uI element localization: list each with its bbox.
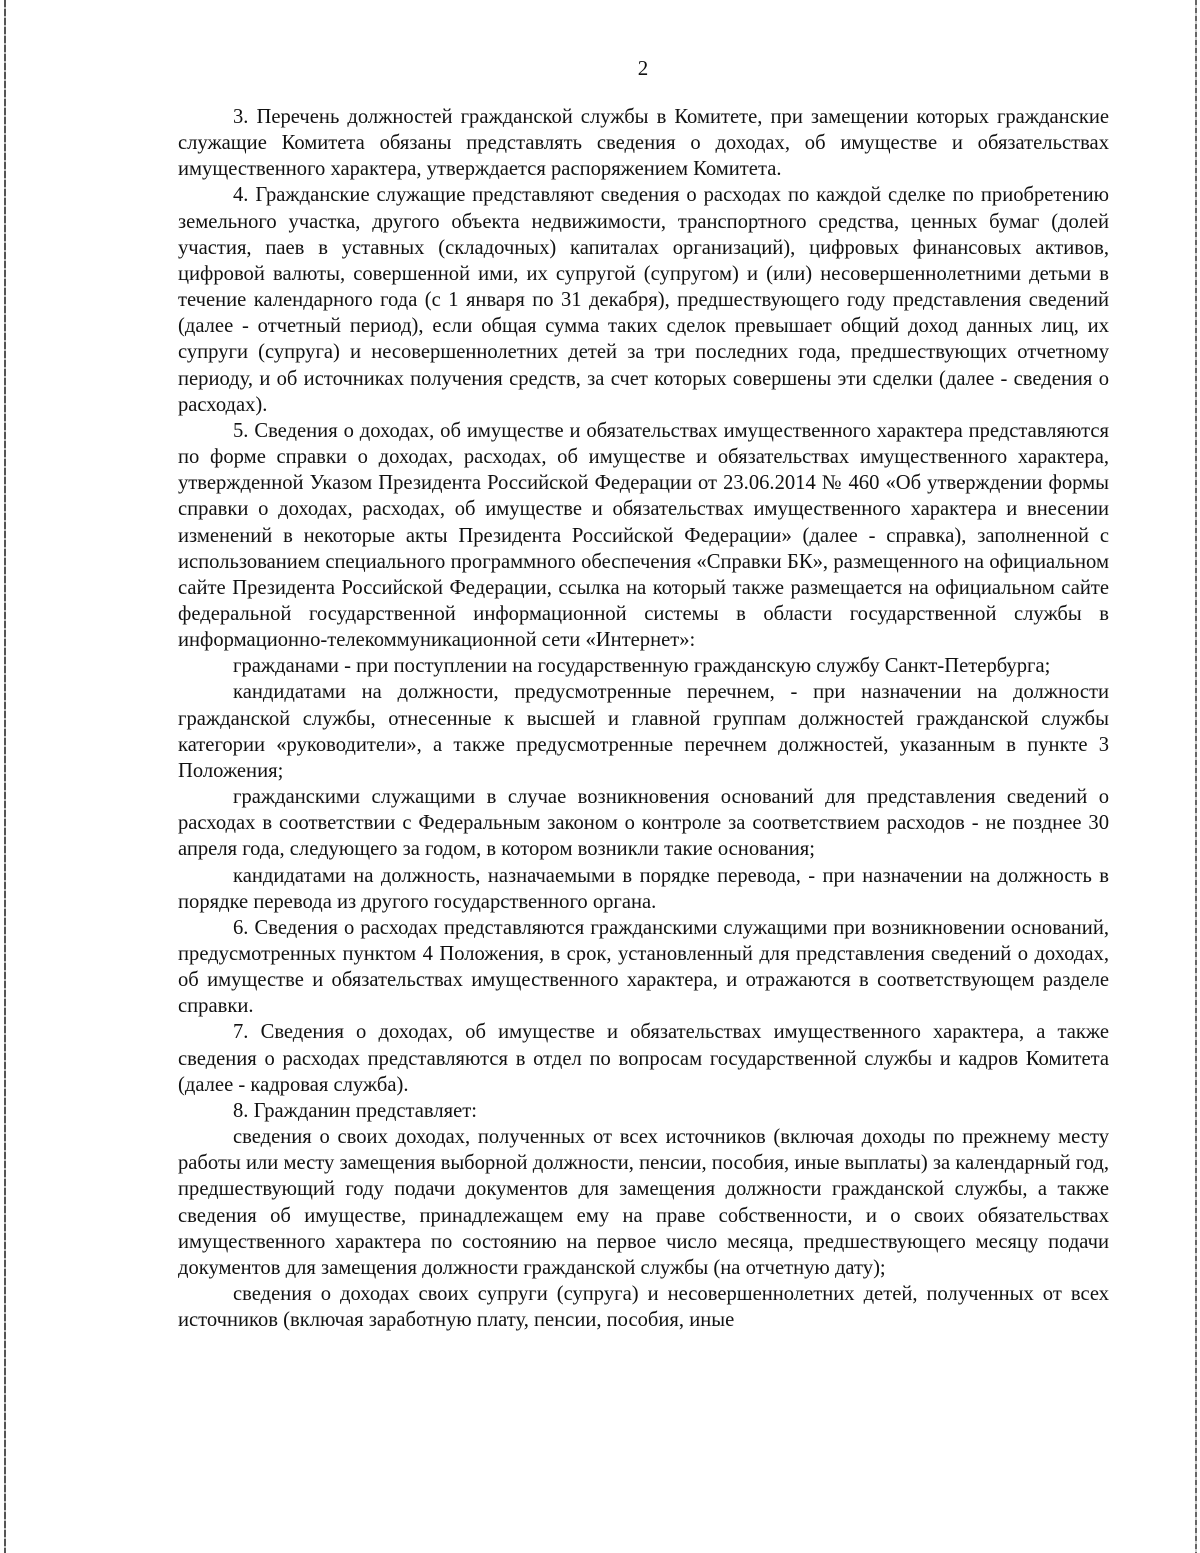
paragraph-transfer-candidates: кандидатами на должность, назначаемыми в порядке перевода, - при назначении на должность в порядке перевода из другого государственного органа. (178, 864, 1109, 913)
paragraph-item-6: 6. Сведения о расходах представляются гражданскими служащими при возникновении оснований, предусмотренных пунктом 4 Положения, в срок, установленный для представления сведений о доходах, об имуществе и обязательствах имущественного характера, и отражаются в соответствующем разделе справки. (178, 916, 1109, 1018)
paragraph-item-5: 5. Сведения о доходах, об имуществе и обязательствах имущественного характера представляются по форме справки о доходах, расходах, об имуществе и обязательствах имущественного характера, утвержденной Указом Президента Российской Федерации от 23.06.2014 № 460 «Об утверждении формы справки о доходах, расходах, об имуществе и обязательствах имущественного характера и внесении изменений в некоторые акты Президента Российской Федерации» (далее - справка), заполненной с использованием специального программного обеспечения «Справки БК», размещенного на официальном сайте Президента Российской Федерации, ссылка на который также размещается на официальном сайте федеральной государственной информационной системы в области государственной службы в информационно-телекоммуникационной сети «Интернет»: (178, 419, 1109, 652)
paragraph-item-8: 8. Гражданин представляет: (233, 1099, 477, 1122)
paragraph-item-3: 3. Перечень должностей гражданской службы в Комитете, при замещении которых гражданские служащие Комитета обязаны представлять сведения о доходах, об имуществе и обязательствах имущественного характера, утверждается распоряжением Комитета. (178, 106, 1109, 181)
paragraph-item-4: 4. Гражданские служащие представляют сведения о расходах по каждой сделке по приобретению земельного участка, другого объекта недвижимости, транспортного средства, ценных бумаг (долей участия, паев в уставных (складочных) капиталах организаций), цифровых финансовых активов, цифровой валюты, совершенной ими, их супругой (супругом) и (или) несовершеннолетними детьми в течение календарного года (с 1 января по 31 декабря), предшествующего году представления сведений (далее - отчетный период), если общая сумма таких сделок превышает общий доход данных лиц, их супруги (супруга) и несовершеннолетних детей за три последних года, предшествующих отчетному периоду, и об источниках получения средств, за счет которых совершены эти сделки (далее - сведения о расходах). (178, 184, 1109, 416)
paragraph-candidates: кандидатами на должности, предусмотренные перечнем, - при назначении на должности гражданской службы, отнесенные к высшей и главной группам должностей гражданской службы категории «руководители», а также предусмотренные перечнем должностей, указанным в пункте 3 Положения; (178, 681, 1109, 782)
paragraph-civil-servants: гражданскими служащими в случае возникновения оснований для представления сведений о расходах в соответствии с Федеральным законом о контроле за соответствием расходов - не позднее 30 апреля года, следующего за годом, в котором возникли такие основания; (178, 786, 1109, 861)
paragraph-citizens: гражданами - при поступлении на государственную гражданскую службу Санкт-Петербурга; (233, 655, 1051, 678)
scan-right-edge (1195, 0, 1197, 1553)
paragraph-item-7: 7. Сведения о доходах, об имуществе и обязательствах имущественного характера, а также сведения о расходах представляются в отдел по вопросам государственной службы и кадров Комитета (далее - кадровая служба). (178, 1021, 1109, 1096)
document-body (178, 104, 1109, 1333)
paragraph-family-income: сведения о доходах своих супруги (супруга) и несовершеннолетних детей, полученных от всех источников (включая заработную плату, пенсии, пособия, иные (178, 1283, 1109, 1332)
paragraph-own-income: сведения о своих доходах, полученных от всех источников (включая доходы по прежнему месту работы или месту замещения выборной должности, пенсии, пособия, иные выплаты) за календарный год, предшествующий году подачи документов для замещения должности гражданской службы, а также сведения об имуществе, принадлежащем ему на праве собственности, и о своих обязательствах имущественного характера по состоянию на первое число месяца, предшествующего месяцу подачи документов для замещения должности гражданской службы (на отчетную дату); (178, 1126, 1109, 1279)
scan-left-edge (4, 0, 6, 1553)
page-number: 2 (637, 56, 649, 80)
